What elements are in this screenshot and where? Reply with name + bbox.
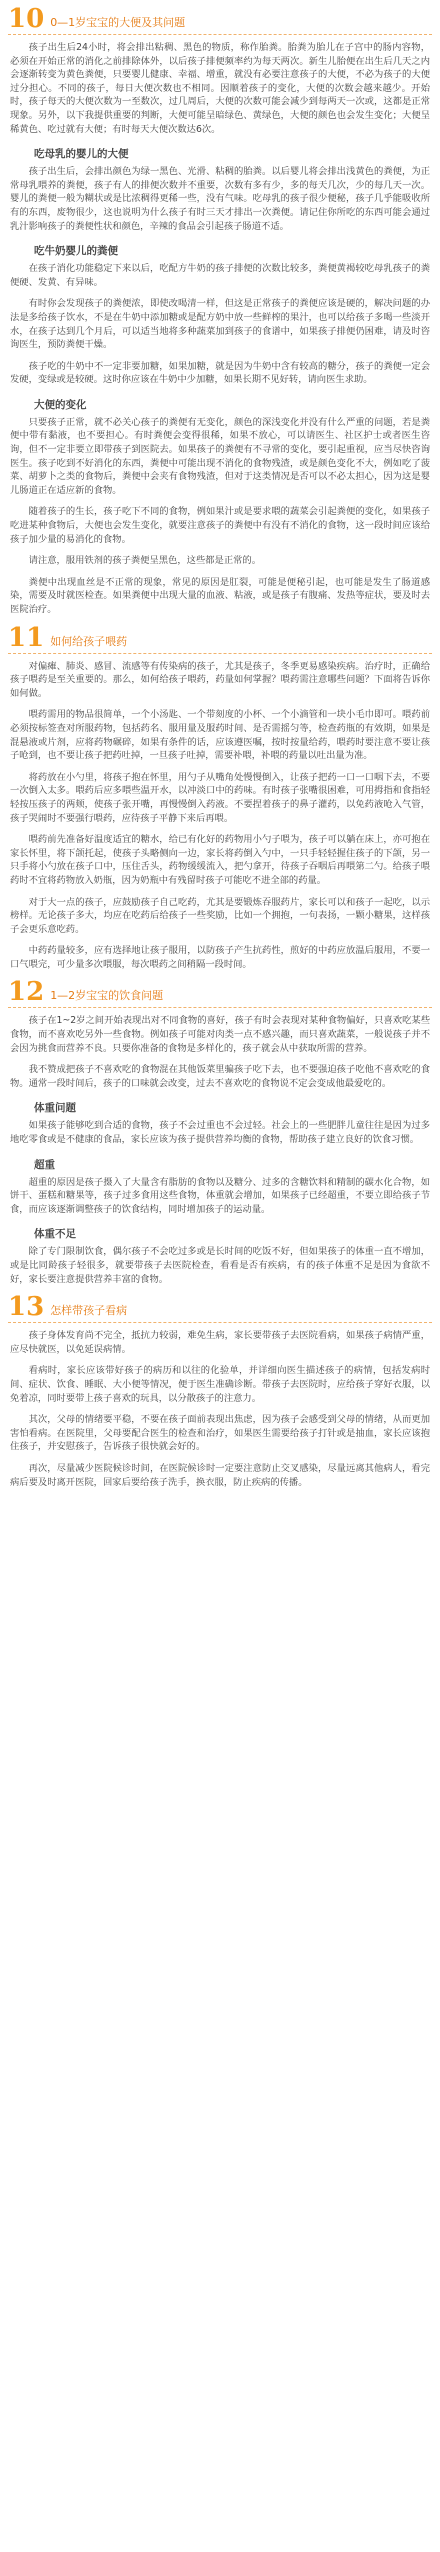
paragraph: 对偏瘫、肺炎、感冒、流感等有传染病的孩子，尤其是孩子，冬季更易感染疾病。治疗时，正确给孩子喂药是至关重要的。那么，如何给孩子喂药，药量如何掌握？喂药需注意哪些问题？下面将告诉你如何做。 <box>10 660 430 699</box>
section-number: 11 <box>8 622 45 653</box>
section-title: 0—1岁宝宝的大便及其问题 <box>50 16 186 29</box>
section-header-11 <box>8 622 432 654</box>
paragraph: 在孩子消化功能稳定下来以后，吃配方牛奶的孩子排便的次数比较多，粪便黄褐较吃母乳孩子的粪便硬、发黄、有异味。 <box>10 263 430 288</box>
paragraph: 只要孩子正常，就不必关心孩子的粪便有无变化，颜色的深浅变化并没有什么严重的问题，若是粪便中带有黏液，也不要担心。有时粪便会变得很稀，如果不放心，可以请医生、社区护士或者医生咨询，但不一定非要立即带孩子到医院去。如果孩子的粪便有不寻常的变化，要引起重视，应当尽快咨询医生。孩子吃到不好消化的东西，粪便中可能出现不消化的食物残渣，或是颜色变化不大，例如吃了菠菜、胡萝卜之类的食物后，粪便中会夹有食物残渣，但对于这类情况是否可以不必太担心，因为这是婴儿肠道正在适应新的食物。 <box>10 416 430 496</box>
subheading: 吃母乳的婴儿的大便 <box>34 148 129 161</box>
section-title: 怎样带孩子看病 <box>50 1304 128 1318</box>
paragraph: 超重的原因是孩子摄入了大量含有脂肪的食物以及糖分、过多的含糖饮料和精制的碳水化合物，如饼干、蛋糕和糖果等，孩子过多食用这些食物，体重就会增加，如果孩子已经超重，不要立即给孩子节食，而应该逐渐调整孩子的饮食结构，同时增加孩子的运动量。 <box>10 1176 430 1215</box>
paragraph: 我不赞成把孩子不喜欢吃的食物混在其他饭菜里骗孩子吃下去，也不要强迫孩子吃他不喜欢吃的食物。通常一段时间后，孩子的口味就会改变，过去不喜欢吃的食物说不定会变成他最爱吃的。 <box>10 1064 430 1089</box>
section-header-13 <box>8 1294 432 1323</box>
paragraph: 请注意，服用铁剂的孩子粪便呈黑色，这些都是正常的。 <box>28 555 262 567</box>
section-number: 13 <box>8 1292 45 1323</box>
paragraph: 孩子出生后24小时，将会排出粘稠、黑色的物质，称作胎粪。胎粪为胎儿在子宫中的肠内容物，必须在开始正常的消化之前排除体外，以后孩子排便频率约为每天两次。新生儿胎便在出生后几天之内会逐渐转变为黄色粪便，只要婴儿健康、幸福、增重，就没有必要注意孩子的大便，不必为孩子的大便过分担心。不同的孩子，每日大便次数也不相同。因顺着孩子的变化，大便的次数会越来越少。开始时，孩子每天的大便次数为一至数次，过几周后，大便的次数可能会减少到每两天一次或，这都是正常现象。另外，以下我提供重要的判断，大便可能呈暗绿色、黄绿色，大便的颜色也会发生变化；大便呈稀黄色、吃过就有大便；有时每天大便次数达6次。 <box>10 42 430 135</box>
section-number: 10 <box>8 4 45 34</box>
section-number: 12 <box>8 977 45 1008</box>
paragraph: 孩子身体发育尚不完全，抵抗力较弱，难免生病，家长要带孩子去医院看病，如果孩子病情严重，应尽快就医，以免延误病情。 <box>10 1330 430 1355</box>
subheading: 体重问题 <box>34 1102 76 1115</box>
section-title: 1—2岁宝宝的饮食问题 <box>50 989 164 1003</box>
paragraph: 其次，父母的情绪要平稳，不要在孩子面前表现出焦虑，因为孩子会感受到父母的情绪，从而更加害怕看病。在医院里，父母要配合医生的检查和治疗，如果医生需要给孩子打针或是抽血，家长应该抱住孩子，并安慰孩子，告诉孩子很快就会好的。 <box>10 1414 430 1453</box>
article-page <box>0 6 440 2552</box>
section-header-12 <box>8 979 432 1008</box>
paragraph: 如果孩子能够吃到合适的食物，孩子不会过重也不会过轻。社会上的一些肥胖儿童往往是因为过多地吃零食或是不健康的食品，家长应该为孩子提供营养均衡的食物，帮助孩子建立良好的饮食习惯。 <box>10 1120 430 1146</box>
paragraph: 中药药量较多，应有选择地让孩子服用，以防孩子产生抗药性，煎好的中药应放温后服用，不要一口气喂完，可少量多次喂服，每次喂药之间稍隔一段时间。 <box>10 945 430 970</box>
subheading: 吃牛奶婴儿的粪便 <box>34 245 118 258</box>
section-title: 如何给孩子喂药 <box>50 634 128 648</box>
paragraph: 喂药需用的物品很简单，一个小汤匙、一个带刻度的小杯、一个小滴管和一块小毛巾即可。喂药前必须按标签查对所服药物，包括药名、服用量及服药时间、是否需摇匀等，检查药瓶的有效期，如果是混悬液或片剂，应将药物碾碎，如果有条件的话，应该遵医嘱，按时按量给药，喂药时要注意不要让孩子呛到，也不要让孩子把药吐掉，一旦孩子吐掉，需要补喂，补喂的药量以吐出量为准。 <box>10 709 430 762</box>
section-header-10 <box>8 6 432 35</box>
paragraph: 再次，尽量减少医院候诊时间，在医院候诊时一定要注意防止交叉感染，尽量远离其他病人，看完病后要及时离开医院，回家后要给孩子洗手，换衣服，防止疾病的传播。 <box>10 1462 430 1488</box>
paragraph: 粪便中出现血丝是不正常的现象，常见的原因是肛裂，可能是便秘引起，也可能是发生了肠道感染，需要及时就医检查。如果粪便中出现大量的血液、粘液，或是孩子有腹痛、发热等症状，要及时去医院治疗。 <box>10 576 430 615</box>
paragraph: 将药放在小勺里，将孩子抱在怀里，用勺子从嘴角处慢慢倒入，让孩子把药一口一口咽下去，不要一次倒入太多。喂药后应多喂些温开水，以冲淡口中的药味。有时孩子张嘴很困难，可用拇指和食指轻轻按压孩子的两颊，使孩子张开嘴，再慢慢倒入药液。不要捏着孩子的鼻子灌药，以免药液呛入气管，孩子哭闹时不要强行喂药，应待孩子平静下来后再喂。 <box>10 771 430 824</box>
subheading: 体重不足 <box>34 1228 76 1241</box>
paragraph: 对于大一点的孩子，应鼓励孩子自己吃药，尤其是要锻炼吞服药片，家长可以和孩子一起吃，以示榜样。无论孩子多大，均应在吃药后给孩子一些奖励，比如一个拥抱，一句表扬，一颗小糖果，这样孩子会更乐意吃药。 <box>10 896 430 935</box>
paragraph: 孩子吃的牛奶中不一定非要加糖，如果加糖，就是因为牛奶中含有较高的糖分，孩子的粪便一定会发硬，变绿或是较硬。这时你应该在牛奶中少加糖，如果长期不见好转，请向医生求助。 <box>10 360 430 386</box>
paragraph: 除了专门限制饮食，偶尔孩子不会吃过多或是长时间的吃饭不好，但如果孩子的体重一直不增加，或是比同龄孩子轻很多，就要带孩子去医院检查，看看是否有疾病，有的孩子体重不足是因为食欲不好，家长要注意提供营养丰富的食物。 <box>10 1246 430 1285</box>
paragraph: 孩子在1~2岁之间开始表现出对不同食物的喜好，孩子有时会表现对某种食物偏好，只喜欢吃某些食物，而不喜欢吃另外一些食物。例如孩子可能对肉类一点不感兴趣，而只喜欢蔬菜，一般说孩子并不会因为挑食而营养不良。只要你准备的食物是多样化的，孩子就会从中获取所需的营养。 <box>10 1015 430 1054</box>
paragraph: 随着孩子的生长，孩子吃下不同的食物，例如果汁或是要求喂的蔬菜会引起粪便的变化，如果孩子吃进某种食物后，大便也会发生变化，就要注意孩子的粪便中有没有不消化的食物，这一段时间应该给孩子加少量的易消化的食物。 <box>10 506 430 545</box>
paragraph: 孩子出生后，会排出颜色为绿一黑色、光滑、粘稠的胎粪。以后婴儿将会排出浅黄色的粪便，为正常母乳喂养的粪便，孩子有人的排便次数并不重要，次数有多有少，多的每天几次，少的每几天一次。婴儿的粪便一般为糊状或是比浓稠得更稀一些，没有气味。吃母乳的孩子很少便秘，孩子几乎能吸收所有的东西，废物很少，这也说明为什么孩子有时三天才排出一次粪便。请记住你所吃的东西可能会通过乳汁影响孩子的粪便性状和颜色，辛辣的食品会引起孩子肠道不适。 <box>10 166 430 232</box>
subheading: 大便的变化 <box>34 398 87 411</box>
paragraph: 喂药前先准备好温度适宜的糖水，给已有化好的药物用小勺子喂为，孩子可以躺在床上，亦可抱在家长怀里，将下颌托起，使孩子头略侧向一边，家长将药倒入勺中，一只手轻轻握住孩子的下颌，另一只手将小勺放在孩子口中，压住舌头，药物缓缓流入，把勺拿开，待孩子吞咽后再喂第二勺。给孩子喂药时不宜将药物放入奶瓶，因为奶瓶中有残留时孩子可能吃不进全部的药量。 <box>10 834 430 886</box>
paragraph: 看病时，家长应该带好孩子的病历和以往的化验单，并详细向医生描述孩子的病情，包括发病时间、症状、饮食、睡眠、大小便等情况，便于医生准确诊断。带孩子去医院时，应给孩子穿好衣服，以免着凉，同时要带上孩子喜欢的玩具，以分散孩子的注意力。 <box>10 1365 430 1404</box>
paragraph: 有时你会发现孩子的粪便浓，即使改喝清一样，但这是正常孩子的粪便应该是硬的，解决问题的办法是多给孩子饮水，不是在牛奶中添加糖或是配方奶中放一些鲜榨的果汁，也可以给孩子多喝一些淡开水，在孩子达到几个月后，可以适当地将多种蔬菜加到孩子的食谱中，如果孩子排便仍困难，请及时咨询医生，预防粪便干燥。 <box>10 298 430 351</box>
subheading: 超重 <box>34 1158 55 1171</box>
